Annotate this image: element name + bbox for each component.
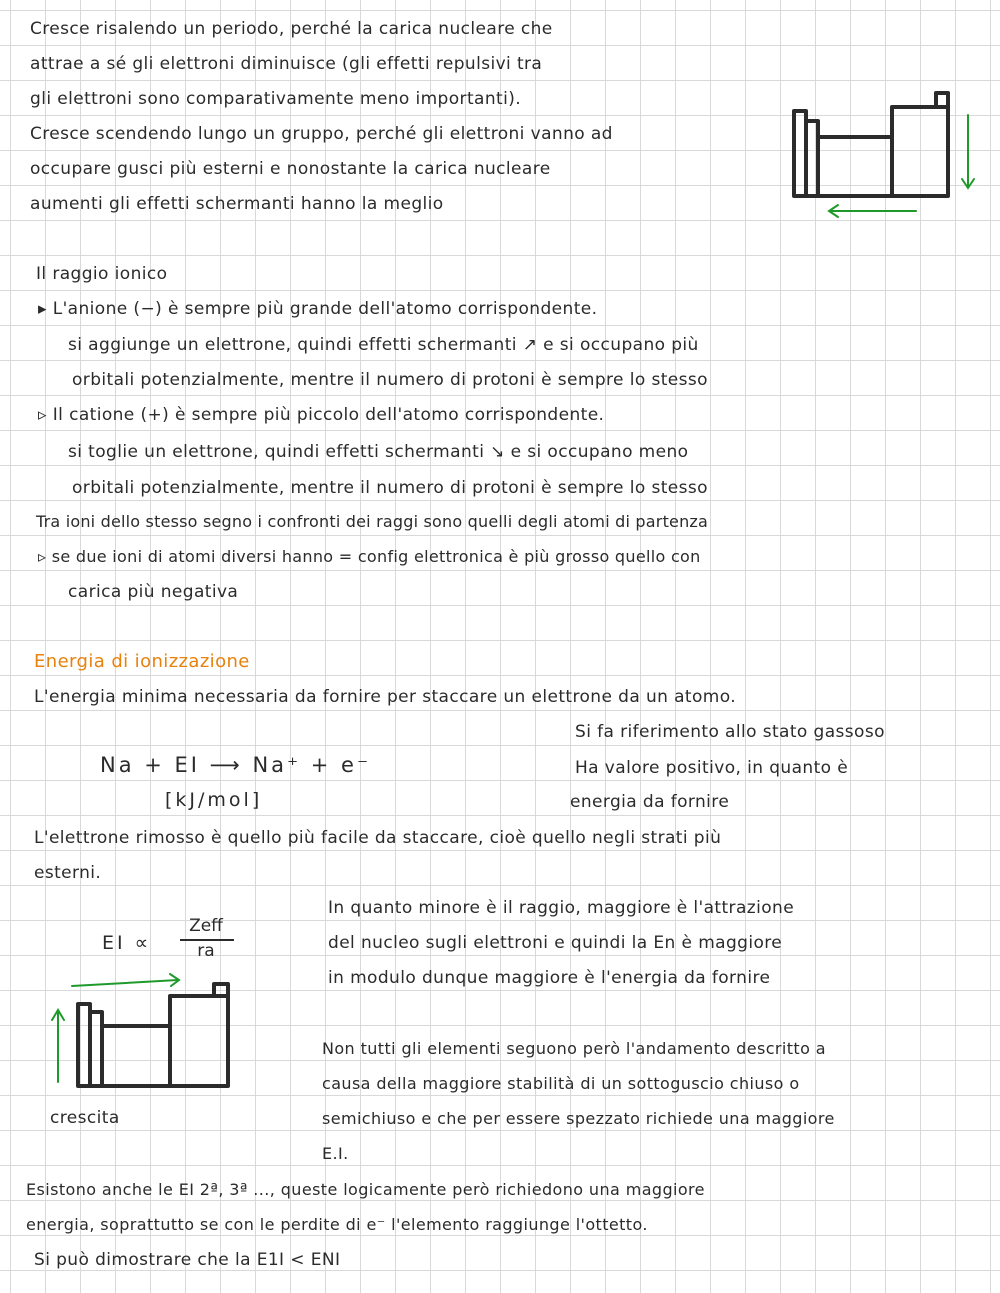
text-line: semichiuso e che per essere spezzato richiede una maggiore: [322, 1109, 835, 1128]
text-line: orbitali potenzialmente, mentre il numero di protoni è sempre lo stesso: [72, 370, 708, 390]
text-line: Non tutti gli elementi seguono però l'andamento descritto a: [322, 1039, 826, 1058]
text-line: L'elettrone rimosso è quello più facile da staccare, cioè quello negli strati più: [34, 828, 722, 848]
text-line: gli elettroni sono comparativamente meno importanti).: [30, 89, 522, 109]
formula-denominator: ra: [197, 941, 215, 961]
text-line: Si fa riferimento allo stato gassoso: [575, 722, 885, 742]
text-line: Cresce risalendo un periodo, perché la carica nucleare che: [30, 19, 553, 39]
text-line: del nucleo sugli elettroni e quindi la En è maggiore: [328, 933, 783, 953]
text-line: ▹ Il catione (+) è sempre più piccolo dell'atomo corrispondente.: [38, 405, 605, 425]
text-line: Esistono anche le EI 2ª, 3ª ..., queste logicamente però richiedono una maggiore: [26, 1180, 705, 1199]
formula-numerator: Zeff: [189, 916, 223, 936]
section-title-ionization-energy: Energia di ionizzazione: [34, 651, 250, 672]
text-line: L'energia minima necessaria da fornire per staccare un elettrone da un atomo.: [34, 687, 737, 707]
periodic-table-sketch-radius: [780, 85, 990, 225]
text-line: esterni.: [34, 863, 102, 883]
text-line: Tra ioni dello stesso segno i confronti dei raggi sono quelli degli atomi di partenza: [36, 512, 709, 531]
text-line: carica più negativa: [68, 582, 239, 602]
text-line: E.I.: [322, 1144, 349, 1163]
text-line: si aggiunge un elettrone, quindi effetti schermanti ↗ e si occupano più: [68, 335, 699, 355]
unit-label: [kJ/mol]: [165, 789, 263, 811]
text-line: aumenti gli effetti schermanti hanno la meglio: [30, 194, 444, 214]
section-title-ionic-radius: Il raggio ionico: [36, 264, 168, 284]
ionization-equation: Na + EI ⟶ Na⁺ + e⁻: [100, 753, 372, 777]
text-line: ▹ se due ioni di atomi diversi hanno = config elettronica è più grosso quello con: [38, 547, 701, 566]
text-line: si toglie un elettrone, quindi effetti schermanti ↘ e si occupano meno: [68, 442, 689, 462]
text-line: In quanto minore è il raggio, maggiore è l'attrazione: [328, 898, 795, 918]
text-line: energia, soprattutto se con le perdite di e⁻ l'elemento raggiunge l'ottetto.: [26, 1215, 648, 1234]
text-line: occupare gusci più esterni e nonostante la carica nucleare: [30, 159, 551, 179]
text-line: ▸ L'anione (−) è sempre più grande dell'atomo corrispondente.: [38, 299, 598, 319]
text-line: Ha valore positivo, in quanto è: [575, 758, 849, 778]
text-line: in modulo dunque maggiore è l'energia da fornire: [328, 968, 771, 988]
growth-label: crescita: [50, 1108, 120, 1128]
text-line: causa della maggiore stabilità di un sottoguscio chiuso o: [322, 1074, 800, 1093]
text-line: attrae a sé gli elettroni diminuisce (gli effetti repulsivi tra: [30, 54, 543, 74]
text-line: Cresce scendendo lungo un gruppo, perché gli elettroni vanno ad: [30, 124, 613, 144]
proportional-formula: EI ∝: [102, 932, 152, 954]
text-line: Si può dimostrare che la E1I < ENI: [34, 1250, 341, 1270]
text-line: energia da fornire: [570, 792, 730, 812]
periodic-table-sketch-ionization: [40, 970, 250, 1100]
text-line: orbitali potenzialmente, mentre il numero di protoni è sempre lo stesso: [72, 478, 708, 498]
